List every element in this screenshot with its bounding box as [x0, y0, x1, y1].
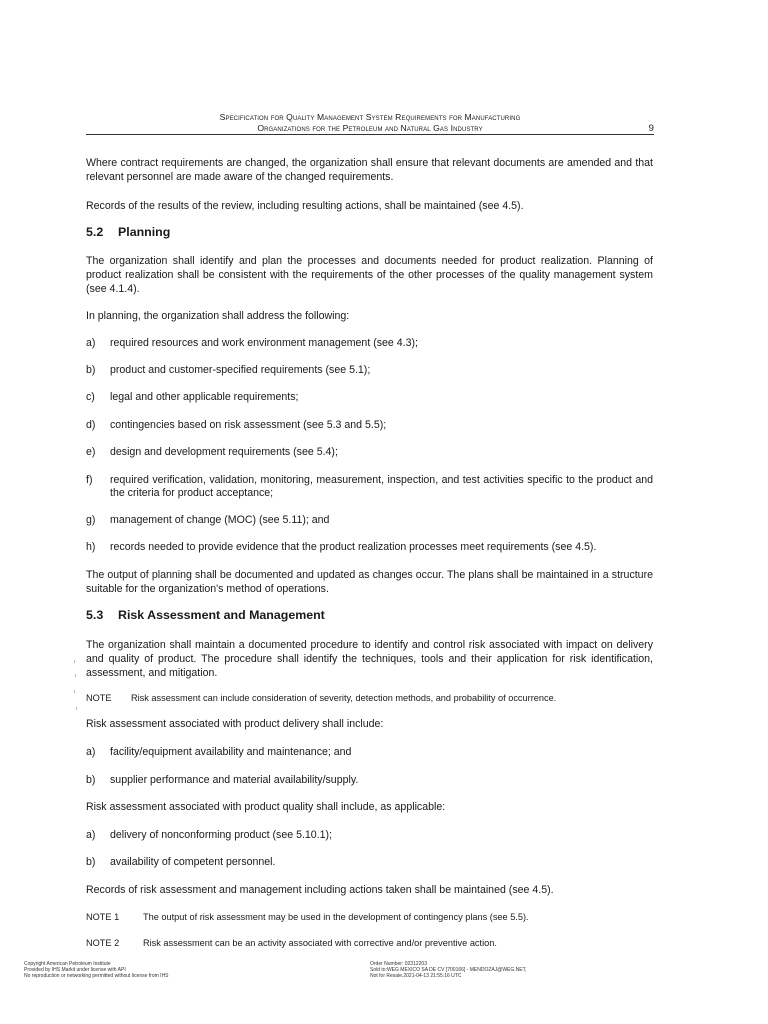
list-marker: b) — [86, 856, 96, 868]
list-marker: b) — [86, 774, 96, 786]
footer-line: Provided by IHS Markit under license with API — [24, 967, 126, 974]
list-item — [86, 337, 653, 350]
footer-line: Not for Resale,2021-04-13 21:55:16 UTC — [370, 973, 462, 980]
list-text: records needed to provide evidence that the product realization processes meet requirements (see 4.5). — [110, 541, 597, 553]
list-text: required verification, validation, monitoring, measurement, inspection, and test activities specific to the product and the criteria for product acceptance; — [110, 474, 653, 499]
paragraph-risk-records: Records of risk assessment and management including actions taken shall be maintained (see 4.5). — [86, 884, 554, 896]
scan-specks — [72, 660, 80, 720]
section-number: 5.2 — [86, 225, 104, 239]
paragraph-planning-intro: The organization shall identify and plan the processes and documents needed for product realization. Planning of product realization shall be consistent with the requirements of the other processes of the quality management system (see 4.1.4). — [86, 255, 653, 295]
footer-order-info — [370, 961, 527, 980]
list-marker: g) — [86, 514, 96, 526]
list-marker: h) — [86, 541, 96, 553]
page-number: 9 — [648, 123, 654, 134]
list-item — [86, 391, 653, 404]
section-heading-5-2 — [86, 225, 170, 240]
header-title-line-2-text: Organizations for the Petroleum and Natural Gas Industry — [257, 123, 483, 133]
note-risk-assessment — [86, 692, 653, 704]
section-title: Planning — [118, 225, 171, 239]
note-text: Risk assessment can be an activity associated with corrective and/or preventive action. — [143, 938, 497, 948]
note-2 — [86, 937, 653, 949]
footer-line: Sold to:WEG MEXICO SA DE CV [700166] - MENDOZAJ@WEG.NET, — [370, 967, 527, 974]
list-item — [86, 364, 653, 377]
list-marker: e) — [86, 446, 96, 458]
note-label: NOTE 1 — [86, 912, 120, 922]
list-text: delivery of nonconforming product (see 5.10.1); — [110, 829, 333, 841]
list-item — [86, 774, 653, 787]
running-header — [86, 112, 654, 134]
list-marker: a) — [86, 337, 96, 349]
list-marker: c) — [86, 391, 95, 403]
header-rule — [86, 134, 654, 135]
footer-line: No reproduction or networking permitted without license from IHS — [24, 973, 169, 980]
list-item — [86, 856, 653, 869]
paragraph-quality-risk: Risk assessment associated with product quality shall include, as applicable: — [86, 801, 446, 813]
list-text: facility/equipment availability and maintenance; and — [110, 746, 352, 758]
note-text: The output of risk assessment may be used in the development of contingency plans (see 5.5). — [143, 912, 529, 922]
section-heading-5-3 — [86, 608, 325, 623]
list-item — [86, 419, 653, 432]
list-item — [86, 514, 653, 527]
footer-copyright — [24, 961, 169, 980]
list-text: supplier performance and material availability/supply. — [110, 774, 359, 786]
list-item — [86, 446, 653, 459]
list-marker: a) — [86, 746, 96, 758]
note-text: Risk assessment can include consideration of severity, detection methods, and probability of occurrence. — [131, 693, 557, 703]
list-item — [86, 474, 653, 500]
paragraph-contract-changes: Where contract requirements are changed, the organization shall ensure that relevant documents are amended and that relevant personnel are made aware of the changed requirements. — [86, 157, 653, 183]
header-title-line-1: Specification for Quality Management System Requirements for Manufacturing — [219, 112, 521, 122]
list-text: availability of competent personnel. — [110, 856, 276, 868]
paragraph-review-records: Records of the results of the review, including resulting actions, shall be maintained (see 4.5). — [86, 200, 524, 212]
list-marker: f) — [86, 474, 93, 486]
list-item — [86, 746, 653, 759]
paragraph-planning-address: In planning, the organization shall address the following: — [86, 310, 350, 322]
list-text: product and customer-specified requirements (see 5.1); — [110, 364, 371, 376]
list-item — [86, 829, 653, 842]
list-text: contingencies based on risk assessment (see 5.3 and 5.5); — [110, 419, 387, 431]
footer-line: Order Number: 02312203 — [370, 961, 427, 967]
note-label: NOTE — [86, 693, 112, 703]
list-text: required resources and work environment management (see 4.3); — [110, 337, 418, 349]
paragraph-risk-procedure: The organization shall maintain a documented procedure to identify and control risk associated with impact on delivery and quality of product. The procedure shall identify the techniques, tools and their application for risk identification, assessment, and mitigation. — [86, 639, 653, 679]
header-title-line-2 — [86, 123, 654, 134]
list-text: design and development requirements (see 5.4); — [110, 446, 338, 458]
paragraph-delivery-risk: Risk assessment associated with product delivery shall include: — [86, 718, 384, 730]
section-title: Risk Assessment and Management — [118, 608, 325, 622]
list-item — [86, 541, 653, 554]
list-text: management of change (MOC) (see 5.11); and — [110, 514, 330, 526]
section-number: 5.3 — [86, 608, 104, 622]
list-marker: a) — [86, 829, 96, 841]
note-label: NOTE 2 — [86, 938, 120, 948]
list-marker: b) — [86, 364, 96, 376]
note-1 — [86, 911, 653, 923]
footer-line: Copyright American Petroleum Institute — [24, 961, 111, 967]
list-text: legal and other applicable requirements; — [110, 391, 299, 403]
list-marker: d) — [86, 419, 96, 431]
paragraph-planning-output: The output of planning shall be documented and updated as changes occur. The plans shall be maintained in a structure suitable for the organization's method of operations. — [86, 569, 653, 595]
